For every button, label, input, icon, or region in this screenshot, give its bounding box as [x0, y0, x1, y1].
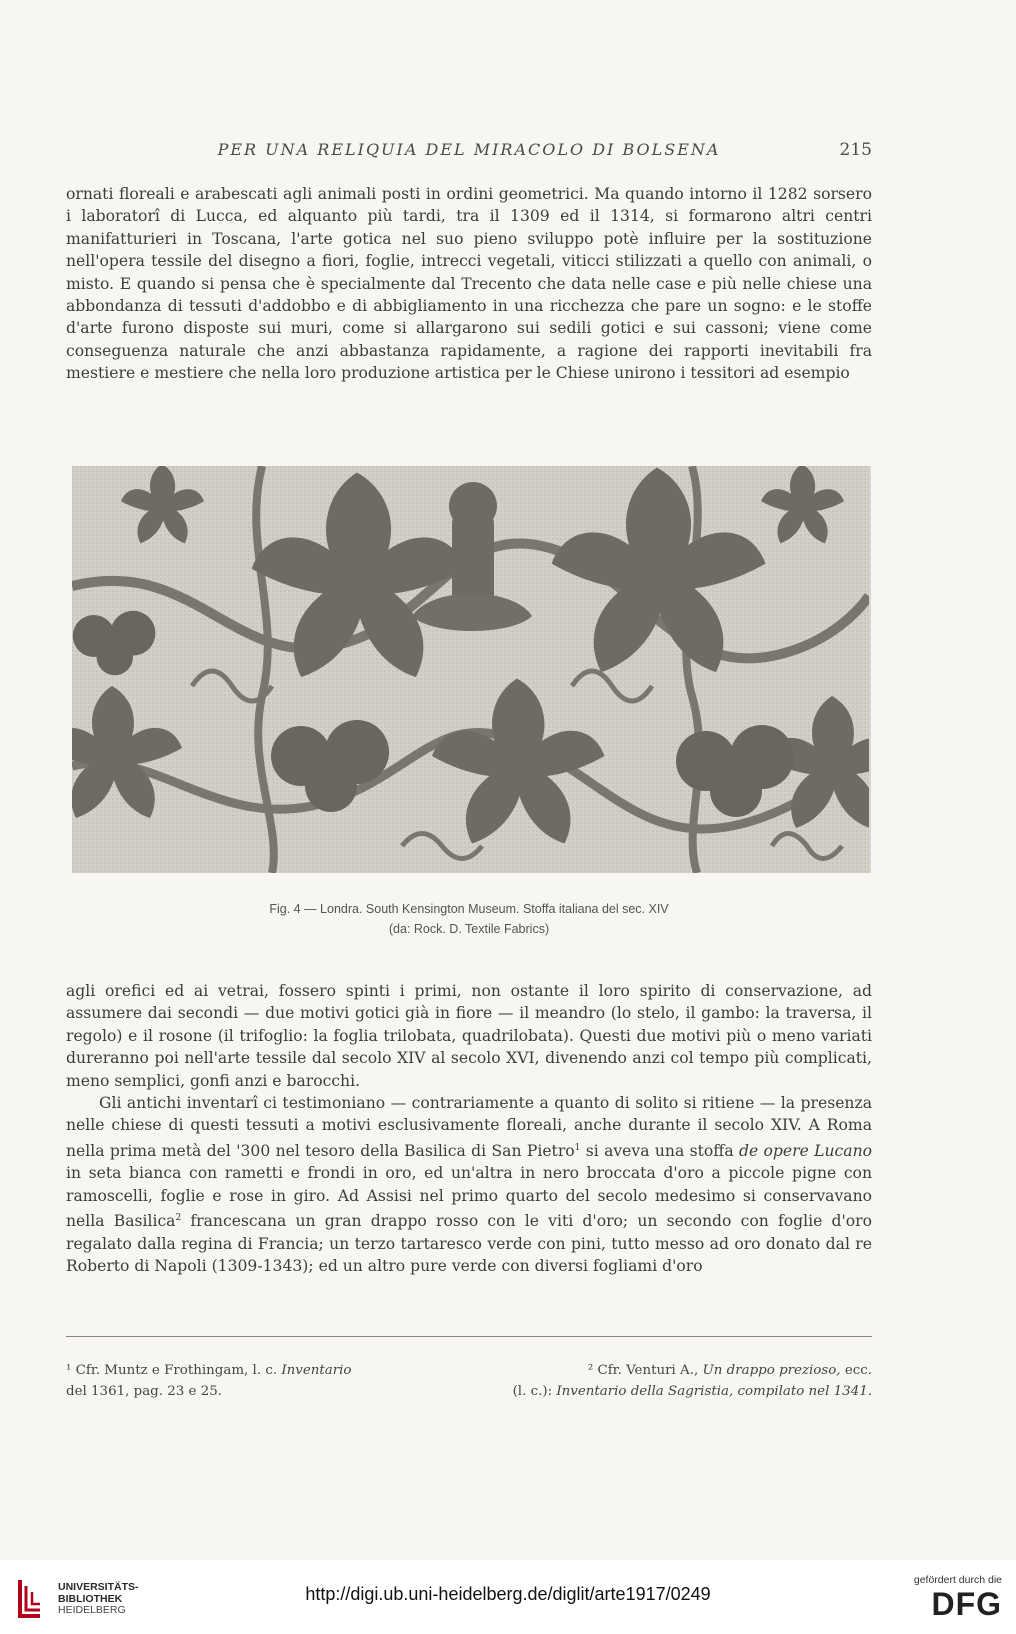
text-span: francescana un gran drappo rosso con le viti d'oro; un secondo con foglie d'oro regalato dalla regina di Francia; un terzo tartaresco verde con pini, tutto messo ad oro donato dal re Roberto di Napoli (1309-1343); ed un altro pure verde con diversi fogliami d'oro [66, 1212, 872, 1276]
figure-textile-image [72, 466, 871, 873]
running-head [66, 140, 872, 162]
running-title: PER UNA RELIQUIA DEL MIRACOLO DI BOLSENA [217, 140, 721, 159]
dfg-logo: DFG [931, 1586, 1002, 1622]
footer-bar [0, 1560, 1016, 1634]
footnote-2 [472, 1360, 872, 1402]
footnote-text-italic: Un drappo prezioso, [702, 1363, 841, 1378]
textile-pattern-image [72, 466, 869, 873]
footnote-text-italic: Inventario [281, 1363, 352, 1378]
text-span-italic: de opere Lucano [738, 1142, 873, 1161]
text-span: in seta bianca con rametti e frondi in oro, ed un'altra in nero broccata d'oro a piccole pigne con ramoscelli, foglie e rose in giro. Ad Assisi nel primo quarto del secolo medesimo si conservavano nella Basilica [66, 1164, 872, 1231]
footnote-text: ¹ Cfr. Muntz e Frothingam, l. c. [66, 1363, 282, 1378]
footnote-text-italic: Inventario della Sagristia, compilato nel 1341. [556, 1384, 872, 1399]
figure-caption-line1: Fig. 4 — Londra. South Kensington Museum. Stoffa italiana del sec. XIV [269, 902, 669, 916]
footnote-ref-2: 2 [175, 1213, 182, 1224]
footnote-divider [66, 1336, 872, 1337]
paragraph: ornati floreali e arabescati agli animali posti in ordini geometrici. Ma quando intorno il 1282 sorsero i laboratorî di Lucca, ed alquanto più tardi, tra il 1309 ed il 1314, si formarono altri centri manifatturieri in Toscana, l'arte gotica nel suo pieno sviluppo potè influire per la sostituzione nell'opera tessile del disegno a fiori, foglie, intrecci vegetali, viticci stilizzati a quello con animali, o misto. E quando si pensa che è specialmente dal Trecento che data nelle case e più nelle chiese una abbondanza di tessuti d'addobbo e di abbigliamento in una ricchezza che pare un sogno: e le stoffe d'arte furono disposte sui muri, come si allargarono sui sedili gotici e sui cassoni; viene come conseguenza naturale che anzi abbastanza rapidamente, a ragione dei rapporti inevitabili fra mestiere e mestiere che nella loro produzione artistica per le Chiese unirono i tessitori ad esempio [66, 185, 872, 383]
page-number: 215 [839, 140, 872, 160]
funding-logo [892, 1574, 1002, 1622]
paragraph: agli orefici ed ai vetrai, fossero spinti i primi, non ostante il loro spirito di conservazione, ad assumere dai secondi — due motivi gotici già in fiore — il meandro (lo stelo, il gambo: la traversa, il regolo) e il rosone (il trifoglio: la foglia trilobata, quadrilobata). Questi due motivi più o meno variati dureranno poi nell'arte tessile dal secolo XIV al secolo XVI, divenendo anzi col tempo più complicati, meno semplici, gonfi anzi e barocchi. [66, 982, 872, 1090]
text-span: Gli antichi inventarî ci testimoniano — contrariamente a quanto di solito si ritiene — la presenza nelle chiese di questi tessuti a motivi esclusivamente floreali, anche durante il secolo XIV. A Roma nella prima metà del '300 nel tesoro della Basilica di San Pietro [66, 1094, 872, 1161]
footnotes [66, 1360, 872, 1408]
source-url-link[interactable]: http://digi.ub.uni-heidelberg.de/diglit/arte1917/0249 [305, 1584, 711, 1604]
body-text-top [66, 183, 872, 385]
body-text-bottom [66, 980, 872, 1278]
library-name-line: HEIDELBERG [58, 1604, 126, 1616]
footnote-1 [66, 1360, 466, 1402]
footnote-text: del 1361, pag. 23 e 25. [66, 1384, 223, 1399]
footnote-text: ² Cfr. Venturi A., [587, 1363, 703, 1378]
library-name-line: UNIVERSITÄTS- [58, 1581, 139, 1593]
footnote-ref-1: 1 [574, 1142, 581, 1153]
text-span: si aveva una stoffa [580, 1142, 739, 1161]
footnote-text: (l. c.): [512, 1384, 557, 1399]
footnote-text: ecc. [840, 1363, 872, 1378]
figure-caption-line2: (da: Rock. D. Textile Fabrics) [388, 922, 550, 936]
library-name-line: BIBLIOTHEK [58, 1592, 123, 1605]
paragraph [66, 1092, 872, 1278]
funding-text: gefördert durch die [913, 1574, 1002, 1586]
